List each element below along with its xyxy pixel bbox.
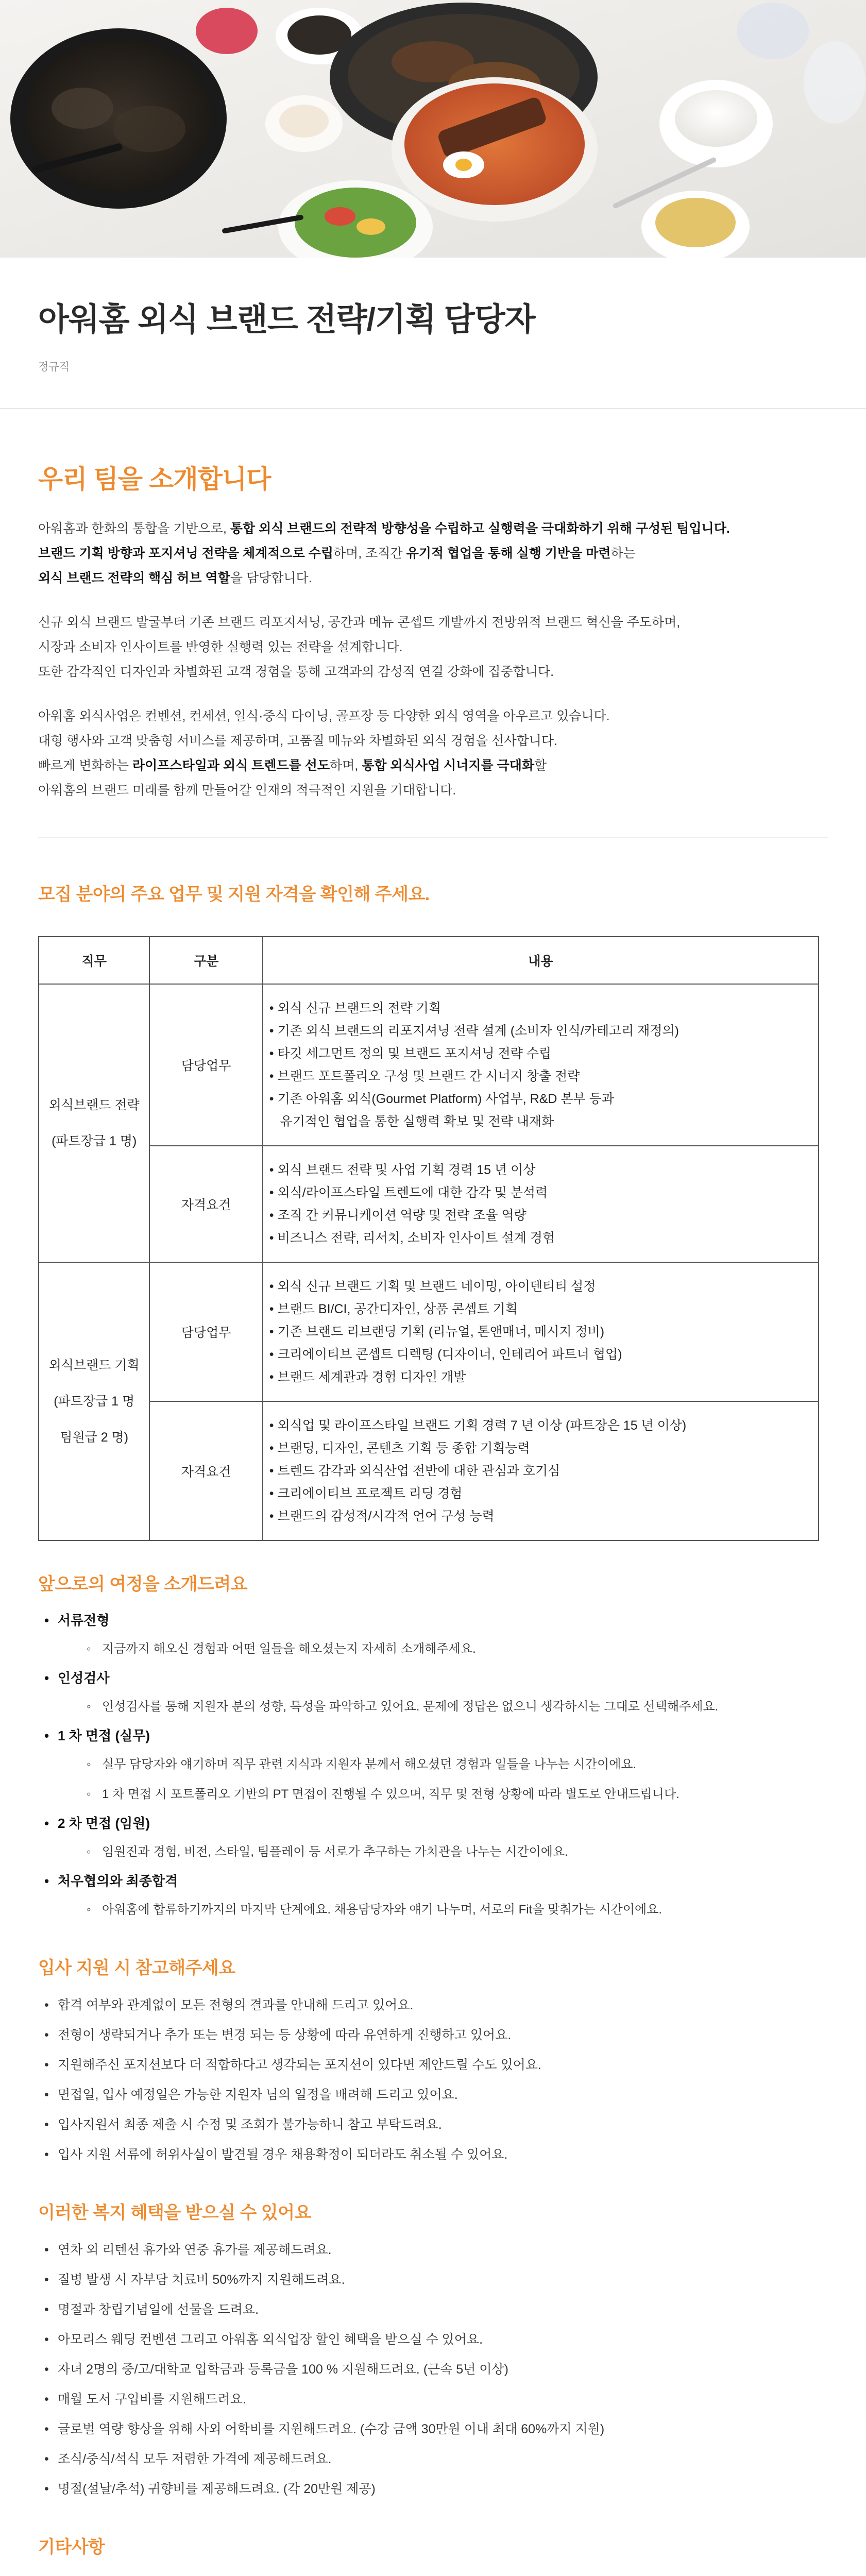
process-step-label: 1 차 면접 (실무) (58, 1728, 150, 1744)
role-content-item: • 조직 간 커뮤니케이션 역량 및 전략 조율 역량 (269, 1208, 527, 1223)
role-category-cell: 자격요건 (149, 1401, 262, 1540)
role-content-item: • 브랜드 포트폴리오 구성 및 브랜드 간 시너지 창출 전략 (269, 1069, 580, 1084)
employment-type: 정규직 (38, 361, 70, 374)
note-item: • 지원해주신 포지션보다 더 적합하다고 생각되는 포지션이 있다면 제안드릴 수도 있어요. (38, 2050, 828, 2080)
process-step (38, 1722, 828, 1809)
notes-list (38, 1990, 828, 2170)
process-step-details (58, 1634, 828, 1664)
role-content-item: • 크리에이티브 콘셉트 디렉팅 (디자이너, 인테리어 파트너 협업) (269, 1347, 622, 1362)
benefit-item: • 질병 발생 시 자부담 치료비 50%까지 지원해드려요. (38, 2265, 828, 2295)
emphasis-text: 외식 브랜드 전략의 핵심 허브 역할 (38, 571, 230, 586)
role-category-cell: 담당업무 (149, 1262, 262, 1401)
process-step-label: 인성검사 (58, 1670, 110, 1686)
roles-table-row (39, 1401, 819, 1540)
benefit-item: • 글로벌 역량 향상을 위해 사외 어학비를 지원해드려요. (수강 금액 30만원 이내 최대 60%까지 지원) (38, 2414, 828, 2444)
role-content-cell (263, 984, 819, 1146)
note-item: • 합격 여부와 관계없이 모든 전형의 결과를 안내해 드리고 있어요. (38, 1990, 828, 2020)
process-step-detail: ◦ 아워홈에 합류하기까지의 마지막 단계에요. 채용담당자와 얘기 나누며, 서로의 Fit을 맞춰가는 시간이에요. (58, 1895, 828, 1925)
emphasis-text: 라이프스타일과 외식 트렌드를 선도 (132, 758, 330, 773)
notes-heading: 입사 지원 시 참고해주세요 (38, 1958, 235, 1978)
benefit-item: • 명절과 창립기념일에 선물을 드려요. (38, 2295, 828, 2325)
body-text: 할 (534, 758, 547, 773)
role-content-item: • 브랜드 세계관과 경험 디자인 개발 (269, 1370, 466, 1385)
job-description (0, 459, 866, 2576)
role-content-item: • 기존 외식 브랜드의 리포지셔닝 전략 설계 (소비자 인식/카테고리 재정의) (269, 1024, 680, 1039)
body-text: 시장과 소비자 인사이트를 반영한 실행력 있는 전략을 설계합니다. (38, 640, 403, 655)
role-content-cell (263, 1401, 819, 1540)
column-header-content: 내용 (263, 937, 819, 984)
body-text: 하며, 조직간 (333, 546, 406, 561)
benefit-item: • 연차 외 리텐션 휴가와 연중 휴가를 제공해드려요. (38, 2235, 828, 2265)
team-intro-heading: 우리 팀을 소개합니다 (38, 465, 271, 494)
process-step (38, 1664, 828, 1722)
benefit-item: • 매월 도서 구입비를 지원해드려요. (38, 2384, 828, 2414)
process-step-label: 서류전형 (58, 1613, 110, 1629)
benefit-item: • 아모리스 웨딩 컨벤션 그리고 아워홈 외식업장 할인 혜택을 받으실 수 있어요. (38, 2325, 828, 2354)
role-category-cell: 자격요건 (149, 1146, 262, 1262)
role-name-line: 팀원급 2 명) (60, 1430, 129, 1445)
roles-table-body (39, 984, 819, 1540)
benefit-item: • 자녀 2명의 중/고/대학교 입학금과 등록금을 100 % 지원해드려요. (근속 5년 이상) (38, 2354, 828, 2384)
role-content-cell (263, 1262, 819, 1401)
body-text: 아워홈과 한화의 통합을 기반으로, (38, 521, 230, 536)
role-content-item: • 외식 신규 브랜드 기획 및 브랜드 네이밍, 아이덴티티 설정 (269, 1279, 596, 1294)
process-step (38, 1809, 828, 1867)
body-text: 신규 외식 브랜드 발굴부터 기존 브랜드 리포지셔닝, 공간과 메뉴 콘셉트 개발까지 전방위적 브랜드 혁신을 주도하며, (38, 615, 681, 630)
column-header-category: 구분 (149, 937, 262, 984)
process-step-detail: ◦ 인성검사를 통해 지원자 분의 성향, 특성을 파악하고 있어요. 문제에 정답은 없으니 생각하시는 그대로 선택해주세요. (58, 1692, 828, 1722)
process-step (38, 1867, 828, 1925)
emphasis-text: 통합 외식사업 시너지를 극대화 (362, 758, 535, 773)
process-step-details (58, 1895, 828, 1925)
intro-divider (38, 837, 828, 838)
role-content-item: • 타깃 세그먼트 정의 및 브랜드 포지셔닝 전략 수립 (269, 1046, 552, 1061)
body-text: 대형 행사와 고객 맞춤형 서비스를 제공하며, 고품질 메뉴와 차별화된 외식 경험을 선사합니다. (38, 734, 557, 749)
etc-item (38, 2569, 828, 2576)
role-content-item: • 브랜드의 감성적/시각적 언어 구성 능력 (269, 1509, 495, 1524)
process-step-detail: ◦ 실무 담당자와 얘기하며 직무 관련 지식과 지원자 분께서 해오셨던 경험과 일들을 나누는 시간이에요. (58, 1750, 828, 1780)
body-text: 을 담당합니다. (230, 571, 312, 586)
role-content-item: • 기존 브랜드 리브랜딩 기획 (리뉴얼, 톤앤매너, 메시지 정비) (269, 1325, 605, 1340)
roles-table (38, 936, 819, 1541)
role-content-item: • 외식 브랜드 전략 및 사업 기획 경력 15 년 이상 (269, 1163, 536, 1178)
note-item: • 입사지원서 최종 제출 시 수정 및 조회가 불가능하니 참고 부탁드려요. (38, 2110, 828, 2140)
process-step-detail: ◦ 지금까지 해오신 경험과 어떤 일들을 해오셨는지 자세히 소개해주세요. (58, 1634, 828, 1664)
team-intro-paragraph-1 (38, 516, 828, 590)
role-content-item: • 비즈니스 전략, 리서치, 소비자 인사이트 설계 경험 (269, 1231, 555, 1246)
column-header-role: 직무 (39, 937, 149, 984)
body-text: 또한 감각적인 디자인과 차별화된 고객 경험을 통해 고객과의 감성적 연결 강화에 집중합니다. (38, 665, 554, 680)
role-name-cell (39, 984, 149, 1262)
roles-table-row (39, 1262, 819, 1401)
role-content-item: • 브랜딩, 디자인, 콘텐츠 기획 등 종합 기획능력 (269, 1441, 530, 1456)
hero-image (0, 0, 866, 258)
role-name-line: (파트장급 1 명) (52, 1134, 137, 1149)
process-step-label: 처우협의와 최종합격 (58, 1873, 178, 1889)
body-text: 빠르게 변화하는 (38, 758, 132, 773)
role-content-cell (263, 1146, 819, 1262)
benefit-item: • 조식/중식/석식 모두 저렴한 가격에 제공해드려요. (38, 2444, 828, 2474)
process-step (38, 1606, 828, 1664)
note-item: • 전형이 생략되거나 추가 또는 변경 되는 등 상황에 따라 유연하게 진행하고 있어요. (38, 2020, 828, 2050)
etc-list (38, 2569, 828, 2576)
role-name-line: (파트장급 1 명 (54, 1394, 135, 1409)
roles-table-row (39, 1146, 819, 1262)
job-title: 아워홈 외식 브랜드 전략/기획 담당자 (38, 302, 535, 337)
team-intro-paragraph-2 (38, 610, 828, 684)
header-divider (0, 408, 866, 409)
role-name-line: 외식브랜드 기획 (48, 1358, 140, 1373)
role-content-item: • 기존 아워홈 외식(Gourmet Platform) 사업부, R&D 본부 등과 (269, 1092, 614, 1107)
emphasis-text: 브랜드 기획 방향과 포지셔닝 전략을 체계적으로 수립 (38, 546, 333, 561)
role-name-cell (39, 1262, 149, 1540)
role-category-cell: 담당업무 (149, 984, 262, 1146)
note-item: • 입사 지원 서류에 허위사실이 발견될 경우 채용확정이 되더라도 취소될 수 있어요. (38, 2140, 828, 2170)
role-content-item: 유기적인 협업을 통한 실행력 확보 및 전략 내재화 (269, 1114, 554, 1129)
benefit-item: • 명절(설날/추석) 귀향비를 제공해드려요. (각 20만원 제공) (38, 2474, 828, 2504)
roles-table-header-row (39, 937, 819, 984)
process-step-label: 2 차 면접 (임원) (58, 1816, 150, 1832)
benefits-list (38, 2235, 828, 2504)
body-text: 하며, (330, 758, 362, 773)
etc-heading: 기타사항 (38, 2537, 105, 2557)
body-text: 하는 (610, 546, 636, 561)
process-steps-list (38, 1606, 828, 1925)
emphasis-text: 통합 외식 브랜드의 전략적 방향성을 수립하고 실행력을 극대화하기 위해 구성된 팀입니다. (230, 521, 730, 536)
emphasis-text: 유기적 협업을 통해 실행 기반을 마련 (406, 546, 611, 561)
process-step-details (58, 1692, 828, 1722)
process-heading: 앞으로의 여정을 소개드려요 (38, 1574, 248, 1595)
roles-table-row (39, 984, 819, 1146)
role-content-item: • 크리에이티브 프로젝트 리딩 경험 (269, 1486, 463, 1501)
process-step-detail: ◦ 임원진과 경험, 비전, 스타일, 팀플레이 등 서로가 추구하는 가치관을 나누는 시간이에요. (58, 1837, 828, 1867)
roles-heading: 모집 분야의 주요 업무 및 지원 자격을 확인해 주세요. (38, 885, 430, 905)
note-item: • 면접일, 입사 예정일은 가능한 지원자 님의 일정을 배려해 드리고 있어요. (38, 2080, 828, 2110)
team-intro-paragraph-3 (38, 704, 828, 803)
job-header (0, 258, 866, 374)
body-text: 아워홈의 브랜드 미래를 함께 만들어갈 인재의 적극적인 지원을 기대합니다. (38, 783, 456, 798)
role-content-item: • 트렌드 감각과 외식산업 전반에 대한 관심과 호기심 (269, 1464, 561, 1479)
role-content-item: • 외식업 및 라이프스타일 브랜드 기획 경력 7 년 이상 (파트장은 15 년 이상) (269, 1418, 687, 1433)
process-step-details (58, 1837, 828, 1867)
role-content-item: • 외식 신규 브랜드의 전략 기획 (269, 1001, 442, 1016)
benefits-heading: 이러한 복지 혜택을 받으실 수 있어요 (38, 2203, 311, 2223)
role-content-item: • 외식/라이프스타일 트렌드에 대한 감각 및 분석력 (269, 1185, 548, 1200)
role-name-line: 외식브랜드 전략 (48, 1098, 140, 1113)
process-step-detail: ◦ 1 차 면접 시 포트폴리오 기반의 PT 면접이 진행될 수 있으며, 직무 및 전형 상황에 따라 별도로 안내드립니다. (58, 1780, 828, 1809)
role-content-item: • 브랜드 BI/CI, 공간디자인, 상품 콘셉트 기획 (269, 1302, 518, 1317)
process-step-details (58, 1750, 828, 1809)
body-text: 아워홈 외식사업은 컨벤션, 컨세션, 일식·중식 다이닝, 골프장 등 다양한 외식 영역을 아우르고 있습니다. (38, 709, 610, 724)
